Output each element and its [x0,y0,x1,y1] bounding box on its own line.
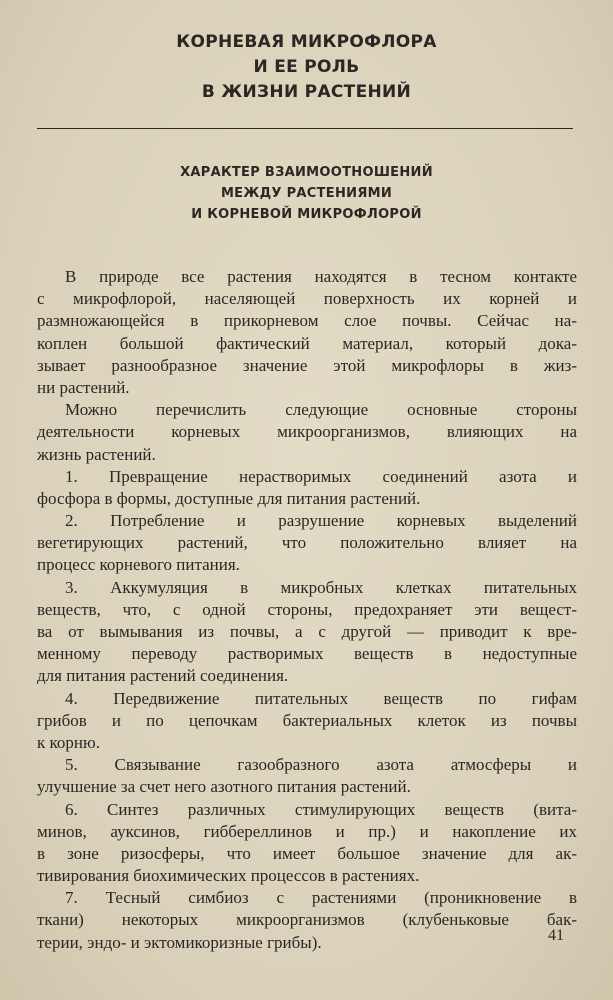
text-line: ни растений. [37,377,130,397]
text-line: с микрофлорой, населяющей поверхность их корней и [37,289,577,309]
horizontal-rule [37,128,573,129]
list-item-line: процесс корневого питания. [37,555,240,575]
chapter-title [0,30,613,105]
list-item-line: терии, эндо- и эктомикоризные грибы). [37,932,322,952]
list-item-line: 5. Связывание газообразного азота атмосферы и [65,755,577,775]
list-item-line: фосфора в формы, доступные для питания растений. [37,488,421,508]
section-title-line: МЕЖДУ РАСТЕНИЯМИ [220,186,393,201]
list-item-line: веществ, что, с одной стороны, предохраняет эти вещест- [37,599,577,619]
list-item-line: для питания растений соединения. [37,666,289,686]
list-item-line: ва от вымывания из почвы, а с другой — приводит к вре- [37,622,577,641]
chapter-title-line: КОРНЕВАЯ МИКРОФЛОРА [176,32,437,52]
list-item-line: грибов и по цепочкам бактериальных клеток из почвы [37,710,577,730]
list-item-line: 6. Синтез различных стимулирующих веществ (вита- [65,799,577,819]
list-item-line: минов, ауксинов, гиббереллинов и пр.) и накопление их [37,821,577,841]
section-title-line: И КОРНЕВОЙ МИКРОФЛОРОЙ [191,207,422,222]
list-item-line: в зоне ризосферы, что имеет большое значение для ак- [37,843,577,863]
list-item-line: улучшение за счет него азотного питания растений. [37,777,411,797]
text-line: деятельности корневых микроорганизмов, влияющих на [37,422,577,442]
text-line: Можно перечислить следующие основные стороны [65,400,577,420]
text-line: В природе все растения находятся в тесном контакте [65,267,577,286]
list-item-line: вегетирующих растений, что положительно влияет на [37,533,577,553]
list-item-line: тивирования биохимических процессов в растениях. [37,866,420,886]
list-item-line: 4. Передвижение питательных веществ по гифам [65,688,577,708]
text-line: жизнь растений. [37,444,156,464]
text-line: зывает разнообразное значение этой микрофлоры в жиз- [37,355,577,375]
list-item-line: к корню. [37,732,100,752]
list-item-line: 1. Превращение нерастворимых соединений азота и [65,466,577,486]
list-item-line: 2. Потребление и разрушение корневых выделений [65,511,577,531]
chapter-title-line: И ЕЕ РОЛЬ [253,57,360,77]
list-item-line: 7. Тесный симбиоз с растениями (проникновение в [65,888,577,908]
list-item-line: ткани) некоторых микроорганизмов (клубеньковые бак- [37,910,577,930]
section-title-line: ХАРАКТЕР ВЗАИМООТНОШЕНИЙ [180,165,433,180]
section-title [0,162,613,225]
text-line: коплен большой фактический материал, который дока- [37,333,577,353]
body-text [37,266,577,954]
list-item-line: 3. Аккумуляция в микробных клетках питательных [65,577,577,597]
list-item-line: менному переводу растворимых веществ в недоступные [37,644,577,664]
chapter-title-line: В ЖИЗНИ РАСТЕНИЙ [201,82,412,102]
text-line: размножающейся в прикорневом слое почвы. Сейчас на- [37,311,577,331]
page-number: 41 [548,927,564,944]
